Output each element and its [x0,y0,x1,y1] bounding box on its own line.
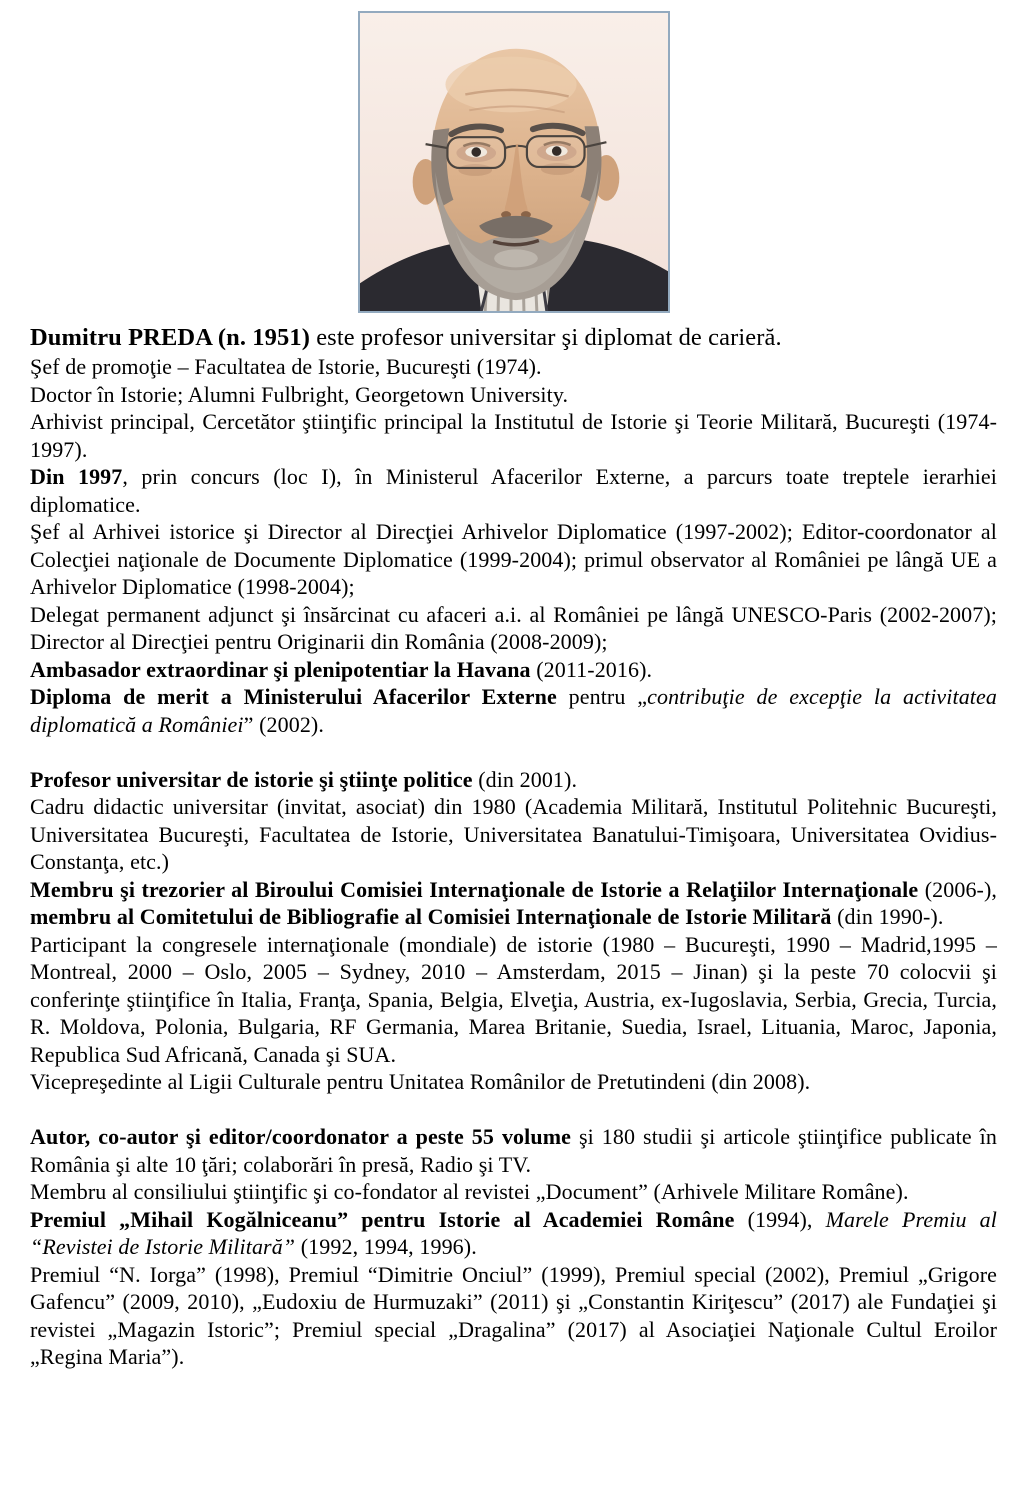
paragraph-promotion [30,353,997,381]
text-run: Ambasador extraordinar şi plenipotentiar la Havana [30,656,531,682]
paragraph-intro [30,322,997,353]
text-run: Profesor universitar de istorie şi ştiinţe politice [30,766,473,792]
text-run: şi 180 studii şi articole ştiinţifice publicate în România şi alte 10 ţări; colaborări în presă, Radio şi TV. [30,1124,997,1177]
paragraph-mae-1997 [30,463,997,518]
text-run: Dumitru PREDA (n. 1951) [30,324,310,351]
text-run: contribuţie de excepţie la activitatea diplomatică a României [30,684,997,737]
paragraph-committee-memberships [30,876,997,931]
paragraph-unesco-delegate [30,601,997,656]
paragraph-congresses [30,931,997,1069]
paragraph-liga-culturala [30,1068,997,1096]
text-run: (din 1990-). [831,904,944,929]
text-run: Participant la congresele internaţionale (mondiale) de istorie (1980 – Bucureşti, 1990 – Madrid,1995 – Montreal, 2000 – Oslo, 2005 – Sydney, 2010 – Amsterdam, 2015 – Jinan) şi la peste 70 colocvii şi conferinţe ştiinţifice în Italia, Franţa, Spania, Belgia, Elveţia, Austria, ex-Iugoslavia, Serbia, Grecia, Turcia, R. Moldova, Polonia, Bulgaria, RF Germania, Marea Britanie, Suedia, Israel, Lituania, Maroc, Japonia, Republica Sud Africană, Canada şi SUA. [30,931,997,1067]
text-run: Autor, co-autor şi editor/coordonator a peste 55 volume [30,1124,571,1149]
text-run: (2011-2016). [530,656,653,682]
text-run: ” (2002). [243,711,324,737]
text-run: Vicepreşedinte al Ligii Culturale pentru Unitatea Românilor de Pretutindeni (din 2008). [30,1069,811,1094]
paragraph-archivist [30,408,997,463]
text-run: Şef al Arhivei istorice şi Director al Direcţiei Arhivelor Diplomatice (1997-2002); Editor-coordonator al Colecţiei naţionale de Documente Diplomatice (1999-2004); primul observator al României pe lângă UE a Arhivelor Diplomatice (1998-2004); [30,519,997,599]
text-run: Cadru didactic universitar (invitat, asociat) din 1980 (Academia Militară, Institutul Politehnic Bucureşti, Universitatea Bucureşti, Facultatea de Istorie, Universitatea Banatului-Timişoara, Universitatea Ovidius-Constanţa, etc.) [30,794,997,874]
text-run: (1994), [734,1206,826,1232]
text-run: (2006-), [918,876,997,902]
text-run: Arhivist principal, Cercetător ştiinţific principal la Institutul de Istorie şi Teorie Militară, Bucureşti (1974-1997). [30,409,997,462]
text-run: membru al Comitetului de Bibliografie al Comisiei Internaţionale de Istorie Militară [30,904,832,929]
paragraph-document-review [30,1178,997,1206]
portrait-illustration [360,13,668,311]
portrait-photo [358,11,670,313]
text-run: Delegat permanent adjunct şi însărcinat cu afaceri a.i. al României pe lângă UNESCO-Paris (2002-2007); Director al Direcţiei pentru Originarii din România (2008-2009); [30,601,997,654]
paragraph-other-prizes [30,1261,997,1371]
text-run: pentru „ [556,684,648,709]
paragraph-ambassador-havana [30,656,997,684]
text-run: Din 1997 [30,464,123,489]
text-run: Membru şi trezorier al Biroului Comisiei Internaţionale de Istorie a Relaţiilor Internaţionale [30,876,919,902]
paragraph-professor [30,766,997,794]
text-run: este profesor universitar şi diplomat de carieră. [309,324,782,351]
text-run: Marele Premiu al “Revistei de Istorie Militară” [30,1206,997,1259]
text-run: , prin concurs (loc I), în Ministerul Afacerilor Externe, a parcurs toate treptele ierarhiei diplomatice. [30,464,997,517]
text-run: Membru al consiliului ştiinţific şi co-fondator al revistei „Document” (Arhivele Militare Române). [30,1179,909,1204]
text-run: Doctor în Istorie; Alumni Fulbright, Georgetown University. [30,381,569,407]
paragraph-author [30,1123,997,1178]
paragraph-merit-diploma [30,683,997,738]
text-run: (din 2001). [472,766,578,792]
text-run: Premiul „Mihail Kogălniceanu” pentru Istorie al Academiei Române [30,1206,735,1232]
text-run: (1992, 1994, 1996). [295,1234,477,1259]
biography-text [30,322,997,1371]
paragraph-doctorate [30,381,997,409]
text-run: Şef de promoţie – Facultatea de Istorie, Bucureşti (1974). [30,354,542,379]
text-run: Diploma de merit a Ministerului Afacerilor Externe [30,684,557,709]
paragraph-teaching [30,793,997,876]
paragraph-archives-director [30,518,997,601]
text-run: Premiul “N. Iorga” (1998), Premiul “Dimitrie Onciul” (1999), Premiul special (2002), Premiul „Grigore Gafencu” (2009, 2010), „Eudoxiu de Hurmuzaki” (2011) şi „Constantin Kiriţescu” (2017) ale Fundaţiei şi revistei „Magazin Istoric”; Premiul special „Dragalina” (2017) al Asociaţiei Naţionale Cultul Eroilor „Regina Maria”). [30,1261,997,1369]
paragraph-kogalniceanu-prize [30,1206,997,1261]
